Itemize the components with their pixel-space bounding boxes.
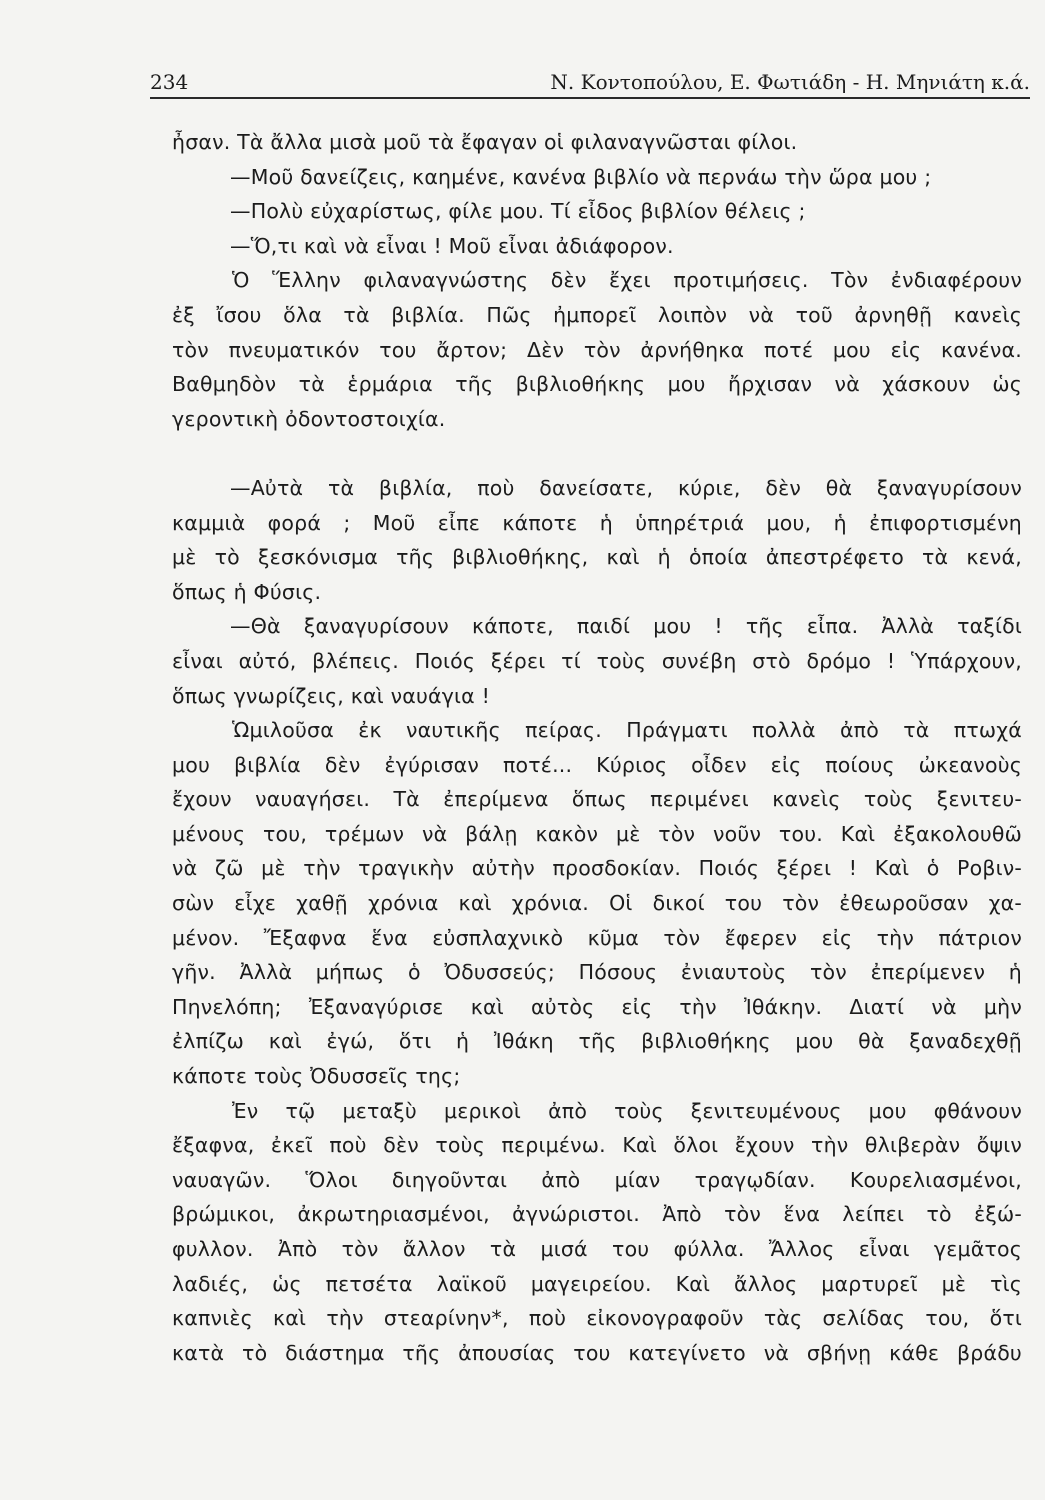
running-head: Ν. Κοντοπούλου, Ε. Φωτιάδη - Η. Μηνιάτη κ.ά. — [550, 70, 1030, 94]
text-line: Βαθμηδὸν τὰ ἑρμάρια τῆς βιβλιοθήκης μου ἤρχισαν νὰ χάσκουν ὡς — [172, 372, 1022, 397]
text-line: ἐξ ἴσου ὅλα τὰ βιβλία. Πῶς ἠμπορεῖ λοιπὸν νὰ τοῦ ἀρνηθῇ κανεὶς — [172, 302, 1022, 327]
text-line: κατὰ τὸ διάστημα τῆς ἀπουσίας του κατεγίνετο νὰ σβήνῃ κάθε βράδυ — [172, 1340, 1022, 1365]
text-line: —Αὐτὰ τὰ βιβλία, ποὺ δανείσατε, κύριε, δὲν θὰ ξαναγυρίσουν — [230, 475, 1022, 500]
text-line: μένους του, τρέμων νὰ βάλῃ κακὸν μὲ τὸν νοῦν του. Καὶ ἐξακολουθῶ — [172, 821, 1022, 846]
text-line: ἐλπίζω καὶ ἐγώ, ὅτι ἡ Ἰθάκη τῆς βιβλιοθήκης μου θὰ ξαναδεχθῇ — [172, 1029, 1022, 1054]
page-header — [150, 60, 1030, 96]
text-line: βρώμικοι, ἀκρωτηριασμένοι, ἀγνώριστοι. Ἀπὸ τὸν ἕνα λείπει τὸ ἐξώ- — [172, 1202, 1022, 1227]
text-line: καπνιὲς καὶ τὴν στεαρίνην*, ποὺ εἰκονογραφοῦν τὰς σελίδας του, ὅτι — [172, 1306, 1022, 1331]
text-line: καμμιὰ φορά ; Μοῦ εἶπε κάποτε ἡ ὑπηρέτριά μου, ἡ ἐπιφορτισμένη — [172, 510, 1022, 535]
text-line: —Ὅ,τι καὶ νὰ εἶναι ! Μοῦ εἶναι ἀδιάφορον. — [230, 233, 674, 258]
text-line: εἶναι αὐτό, βλέπεις. Ποιός ξέρει τί τοὺς συνέβη στὸ δρόμο ! Ὑπάρχουν, — [172, 648, 1022, 673]
text-line: φυλλον. Ἀπὸ τὸν ἄλλον τὰ μισά του φύλλα. Ἄλλος εἶναι γεμᾶτος — [172, 1237, 1022, 1261]
text-line: —Μοῦ δανείζεις, καημένε, κανένα βιβλίο νὰ περνάω τὴν ὥρα μου ; — [230, 164, 932, 189]
header-rule — [150, 97, 1030, 99]
text-line: ἔξαφνα, ἐκεῖ ποὺ δὲν τοὺς περιμένω. Καὶ ὅλοι ἔχουν τὴν θλιβερὰν ὄψιν — [172, 1133, 1022, 1158]
text-line: Ὡμιλοῦσα ἐκ ναυτικῆς πείρας. Πράγματι πολλὰ ἀπὸ τὰ πτωχά — [232, 718, 1022, 743]
text-line: —Πολὺ εὐχαρίστως, φίλε μου. Τί εἶδος βιβλίον θέλεις ; — [230, 199, 806, 224]
text-line: κάποτε τοὺς Ὀδυσσεῖς της; — [172, 1064, 461, 1089]
paragraph-gap — [172, 436, 1022, 471]
text-line: σὼν εἶχε χαθῇ χρόνια καὶ χρόνια. Οἱ δικοί του τὸν ἐθεωροῦσαν χα- — [172, 891, 1022, 916]
text-line: μένον. Ἔξαφνα ἕνα εὐσπλαχνικὸ κῦμα τὸν ἔφερεν εἰς τὴν πάτριον — [172, 925, 1022, 950]
text-line: Πηνελόπη; Ἐξαναγύρισε καὶ αὐτὸς εἰς τὴν Ἰθάκην. Διατί νὰ μὴν — [172, 994, 1022, 1019]
text-line: γεροντικὴ ὀδοντοστοιχία. — [172, 406, 446, 431]
text-line: νὰ ζῶ μὲ τὴν τραγικὴν αὐτὴν προσδοκίαν. Ποιός ξέρει ! Καὶ ὁ Ροβιν- — [172, 856, 1022, 881]
text-line: ναυαγῶν. Ὅλοι διηγοῦνται ἀπὸ μίαν τραγῳδίαν. Κουρελιασμένοι, — [172, 1167, 1022, 1192]
text-line: τὸν πνευματικόν του ἄρτον; Δὲν τὸν ἀρνήθηκα ποτέ μου εἰς κανένα. — [172, 337, 1022, 362]
text-line: μὲ τὸ ξεσκόνισμα τῆς βιβλιοθήκης, καὶ ἡ ὁποία ἀπεστρέφετο τὰ κενά, — [172, 545, 1022, 570]
body-text — [172, 125, 1022, 1370]
text-line: Ἐν τῷ μεταξὺ μερικοὶ ἀπὸ τοὺς ξενιτευμένους μου φθάνουν — [232, 1098, 1022, 1123]
text-line: Ὁ Ἕλλην φιλαναγνώστης δὲν ἔχει προτιμήσεις. Τὸν ἐνδιαφέρουν — [232, 268, 1022, 293]
text-line: ἦσαν. Τὰ ἄλλα μισὰ μοῦ τὰ ἔφαγαν οἱ φιλαναγνῶσται φίλοι. — [172, 130, 798, 154]
text-line: μου βιβλία δὲν ἐγύρισαν ποτέ... Κύριος οἶδεν εἰς ποίους ὠκεανοὺς — [172, 752, 1022, 777]
page-number: 234 — [150, 70, 189, 94]
text-line: —Θὰ ξαναγυρίσουν κάποτε, παιδί μου ! τῆς εἶπα. Ἀλλὰ ταξίδι — [230, 614, 1022, 639]
text-line: λαδιές, ὡς πετσέτα λαϊκοῦ μαγειρείου. Καὶ ἄλλος μαρτυρεῖ μὲ τὶς — [172, 1271, 1022, 1296]
text-line: ἔχουν ναυαγήσει. Τὰ ἐπερίμενα ὅπως περιμένει κανεὶς τοὺς ξενιτευ- — [172, 787, 1022, 812]
text-line: ὅπως γνωρίζεις, καὶ ναυάγια ! — [172, 683, 491, 708]
text-line: ὅπως ἡ Φύσις. — [172, 579, 322, 604]
text-line: γῆν. Ἀλλὰ μήπως ὁ Ὀδυσσεύς; Πόσους ἐνιαυτοὺς τὸν ἐπερίμενεν ἡ — [172, 960, 1022, 985]
